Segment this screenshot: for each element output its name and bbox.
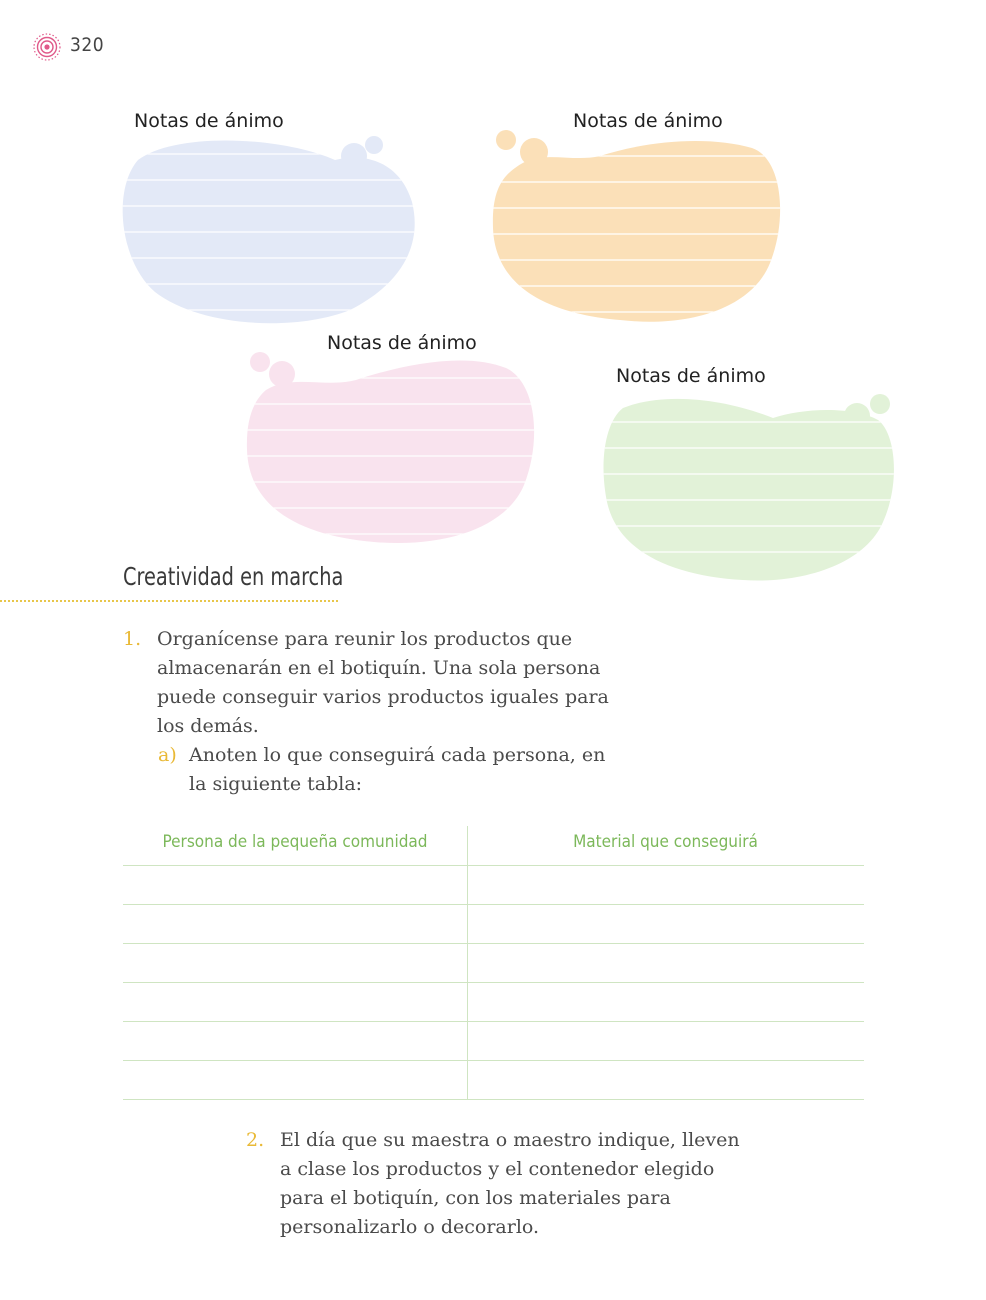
item-1-line: almacenarán en el botiquín. Una sola persona — [157, 657, 601, 679]
table-header-person: Persona de la pequeña comunidad — [162, 832, 428, 852]
item-1-text — [157, 625, 657, 741]
item-1-line: Organícense para reunir los productos que — [157, 628, 573, 650]
assignment-table — [123, 826, 864, 1102]
item-1a-line: Anoten lo que conseguirá cada persona, en — [189, 744, 606, 766]
table-cell-person-5[interactable] — [123, 1022, 467, 1060]
item-1-line: puede conseguir varios productos iguales para — [157, 686, 609, 708]
note-label-1: Notas de ánimo — [134, 110, 284, 132]
item-2-line: El día que su maestra o maestro indique, lleven — [280, 1129, 740, 1151]
table-cell-material-5[interactable] — [468, 1022, 864, 1060]
table-cell-material-2[interactable] — [468, 905, 864, 943]
item-1a-text — [189, 741, 659, 799]
table-cell-person-4[interactable] — [123, 983, 467, 1021]
note-label-4: Notas de ánimo — [616, 365, 766, 387]
section-divider — [0, 600, 338, 602]
item-1-line: los demás. — [157, 715, 259, 737]
item-2-line: a clase los productos y el contenedor elegido — [280, 1158, 715, 1180]
table-header-material: Material que conseguirá — [573, 832, 758, 852]
item-2-line: personalizarlo o decorarlo. — [280, 1216, 540, 1238]
note-blob-1[interactable] — [120, 132, 420, 328]
concentric-circle-icon — [32, 32, 62, 62]
note-blob-4[interactable] — [603, 392, 899, 584]
table-cell-person-6[interactable] — [123, 1061, 467, 1099]
note-blob-3[interactable] — [244, 350, 540, 548]
page-number: 320 — [70, 34, 105, 56]
table-cell-material-1[interactable] — [468, 866, 864, 904]
table-row-line — [123, 1099, 864, 1100]
note-label-2: Notas de ánimo — [573, 110, 723, 132]
item-2-text — [280, 1126, 800, 1242]
item-2-line: para el botiquín, con los materiales para — [280, 1187, 671, 1209]
table-cell-material-3[interactable] — [468, 944, 864, 982]
note-label-3: Notas de ánimo — [327, 332, 477, 354]
note-blob-2[interactable] — [490, 128, 786, 326]
table-cell-material-4[interactable] — [468, 983, 864, 1021]
section-title: Creatividad en marcha — [123, 562, 344, 591]
table-cell-person-3[interactable] — [123, 944, 467, 982]
table-cell-person-1[interactable] — [123, 866, 467, 904]
table-cell-person-2[interactable] — [123, 905, 467, 943]
table-cell-material-6[interactable] — [468, 1061, 864, 1099]
item-1-number: 1. — [123, 628, 142, 650]
item-1a-line: la siguiente tabla: — [189, 773, 363, 795]
item-2-number: 2. — [246, 1129, 265, 1151]
item-1a-letter: a) — [158, 744, 177, 766]
